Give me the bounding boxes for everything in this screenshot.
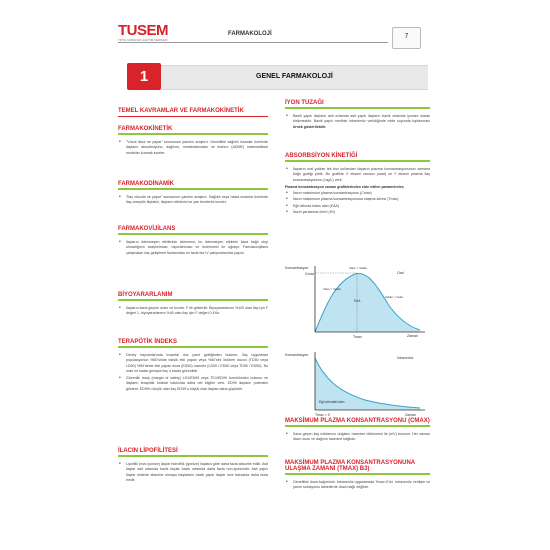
ann-oral: Oral [397, 271, 404, 275]
logo-tagline: TIPTA UZMANLIK EĞİTİM MERKEZİ [118, 38, 168, 42]
heading-terapotik-indeks: TERAPÖTİK İNDEKS [118, 339, 178, 345]
text-terapotik-2: • Güvenlik marjı (margin of safety) LD1/ED99 veya TD1/ED99 formülünden bulunur ve ilaçların terapötik indeksi hakkında daha net bilgiler verir. ED99 ilaçların potensini gösterir. ED99'u küçük olan ilaç ED99'u büyük olan ilaçtan daha güçlüdür. [118, 376, 268, 392]
section-divider [285, 425, 430, 427]
y-axis-label: Konsantrasyon [285, 266, 309, 270]
text-terapotik-1: • Deney hayvanlarında luvantal doz yanıt grafiğinden bulunur. İlaç uygulanan populasyonun %50'sinde toksik etki yapan veya %50'sini öldüren dozun (TD50 veya LD50) %50'sinde etki yapan doza (ED50) oranıdır (LD50 / ED50 veya TD50 / ED50). Bu oran ne kadar genişse ilaç o kadar güvenlidir. [118, 353, 268, 374]
main-heading: TEMEL KAVRAMLAR VE FARMAKOKİNETİK [118, 108, 268, 117]
heading-tmax: MAKSİMUM PLAZMA KONSANTRASYONUNA ULAŞMA ZAMANI (TMAX) B3) [285, 460, 415, 472]
heading-farmakodinamik: FARMAKODİNAMİK [118, 181, 174, 187]
section-temel-kavramlar [118, 108, 268, 117]
x-axis-label: Zaman [407, 334, 418, 338]
text-biyoyararlanim: • İlaçların kana geçme oranı ve hızıdır. F ile gösterilir. Biyoyararlanımı %100 olan ilaç için F değeri 1, biyoyararlanımı %40 olan ilaç için F değeri 0,4'tür. [118, 306, 268, 317]
chapter-number-box [127, 63, 161, 90]
param-item: • İlacın maksimum plazma konsantrasyonu (Cmax) [285, 191, 430, 196]
section-divider [118, 133, 268, 135]
heading-absorbsiyon: ABSORBSİYON KİNETİĞİ [285, 153, 358, 159]
section-divider [285, 107, 430, 109]
chapter-title: GENEL FARMAKOLOJİ [256, 73, 333, 80]
heading-lipofilite: İLACIN LİPOFİLİTESİ [118, 448, 178, 454]
tmax-label: Tmax = 0 [315, 413, 330, 417]
header-title: FARMAKOLOJİ [228, 31, 272, 37]
iv-label: İntravenöz [397, 356, 414, 360]
section-tmax [285, 460, 430, 491]
chapter-banner [161, 65, 428, 90]
logo-brand: TUSEM [118, 22, 168, 39]
ann-left: Veko > Veliko [323, 287, 342, 291]
section-cmax [285, 418, 430, 443]
text-absorbsiyon: • İlaçların oral yoldan tek doz kullanılan ilaçların plazma konsantrasyonunun zamana bağlı grafiği çizilir. Bu grafikte X ekseni zamanı (saat) ve Y ekseni plazma ilaç konsantrasyonunu (mg/L) verir. [285, 167, 430, 183]
tusem-logo [118, 23, 168, 42]
x-axis-label: Zaman [405, 413, 416, 417]
page-number: 7 [404, 33, 409, 40]
section-divider [285, 160, 430, 162]
iyon-tuzagi-bold: örnek gösterilebilir. [293, 124, 327, 129]
section-terapotik-indeks [118, 339, 268, 392]
heading-farmakovijilans: FARMAKOVİJİLANS [118, 226, 176, 232]
section-divider [118, 188, 268, 190]
section-divider [118, 455, 268, 457]
section-biyoyararlanim [118, 292, 268, 317]
section-divider [285, 473, 430, 475]
iv-concentration-chart [285, 350, 430, 420]
section-farmakovijilans [118, 226, 268, 256]
ann-eaa: EAA [354, 299, 361, 303]
page-number-box [392, 27, 421, 49]
cmax-label: Cmax [305, 272, 315, 276]
section-iyon-tuzagi [285, 100, 430, 130]
section-farmakodinamik [118, 181, 268, 206]
text-cmax: • Kana geçen ilaç miktarının doğalını hacmine bölünmesi ile (n/V) bulunur. Her zaman ilacın dozu ve dağılım hacmine bağlıdır. [285, 432, 430, 443]
absorbsiyon-list-title: Plazma konsantrasyon zaman grafiklerinden elde edilen parametreler; [285, 184, 405, 189]
text-farmakokinetik: • "Vücut ilaca ne yapar" sorusunun yanıtını araştırır. Genellikle sağlıklı insanlar üzerinde ilaçların absorbsiyonu, dağılımı, metabolizmaları ve itrahını (ADME) matematiksel modeller kurarak inceler. [118, 140, 268, 156]
section-farmakokinetik [118, 126, 268, 156]
param-item: • İlacın yarılanma ömrü (t½) [285, 210, 430, 215]
text-iyon-tuzagi [285, 114, 430, 130]
auc-fill-oral [315, 274, 420, 332]
heading-cmax: MAKSİMUM PLAZMA KONSANTRASYONU (CMAX) [285, 418, 430, 424]
section-divider [118, 346, 268, 348]
oral-absorption-chart [285, 262, 430, 342]
chapter-number: 1 [139, 68, 149, 85]
section-divider [118, 299, 268, 301]
param-item: • İlacın maksimum plazma konsantrasyonuna ulaşma süresi (Tmax) [285, 197, 430, 202]
param-item: • Eğri altında kalan alan (EAA) [285, 204, 430, 209]
section-lipofilite [118, 448, 268, 483]
section-divider [118, 233, 268, 235]
text-farmakovijilans: • İlaçların istenmeyen etkilerinin izlenmesi, bu istenmeyen etkilerin ilaca bağlı olup olmadığının araştırılması, raporlanması ve önlenmesi ile uğraşır. Farmakovijilans çalışmaları ilaç geliştirme fazlarından en fazla faz IV çalışmalarında yapılır. [118, 240, 268, 256]
heading-iyon-tuzagi: İYON TUZAĞI [285, 100, 324, 106]
text-tmax: • Genellikle doza bağımlıdır. İntravenöz uygulamada Tmax=0'dır. İntravenöz verilişte ve yarım solüsyonlu tabletlerde doza bağlı değildir. [285, 480, 430, 491]
ann-top: Veko > Veliko [349, 266, 368, 270]
iyon-tuzagi-text: Bazik yapılı ilaçların asit ortamda asit yapılı ilaçların bazik ortamda iyonize olarak birikmesidir. Bazik yapılı morfinin intravenöz verildiğinde mide suyunda toplanması [293, 114, 430, 124]
text-lipofilite: • Lipofilik (non-iyonize) ilaçlar hidrofilik (iyonize) ilaçlara göre daha fazla absorbe edilir. Asit ilaçlar asit ortamda bazik ilaçlar bazik ortamda daha fazla non-iyonizedir. Asit yapılı ilaçlar midede absorbe olmaya başlarken bazik yapılı ilaçlar ince barsakta daha fazla emilir. [118, 462, 268, 483]
section-absorbsiyon [285, 153, 430, 215]
heading-biyoyararlanim: BİYOYARARLANIM [118, 292, 173, 298]
header-divider [118, 42, 388, 43]
heading-farmakokinetik: FARMAKOKİNETİK [118, 126, 173, 132]
eaa-label: Eğri altındaki alan [319, 400, 345, 404]
text-farmakodinamik: • "İlaç vücuda ne yapar" sorusunun yanıtını araştırır. Sağlıklı veya hasta insanlar üzerinde ilaç-reseptör ilişkisini, ilaçların etkilerini ve yan tesirlerini inceler. [118, 195, 268, 206]
tmax-label: Tmax [353, 335, 362, 339]
y-axis-label: Konsantrasyon [285, 353, 309, 357]
ann-right: Veliko > Veko [385, 295, 404, 299]
